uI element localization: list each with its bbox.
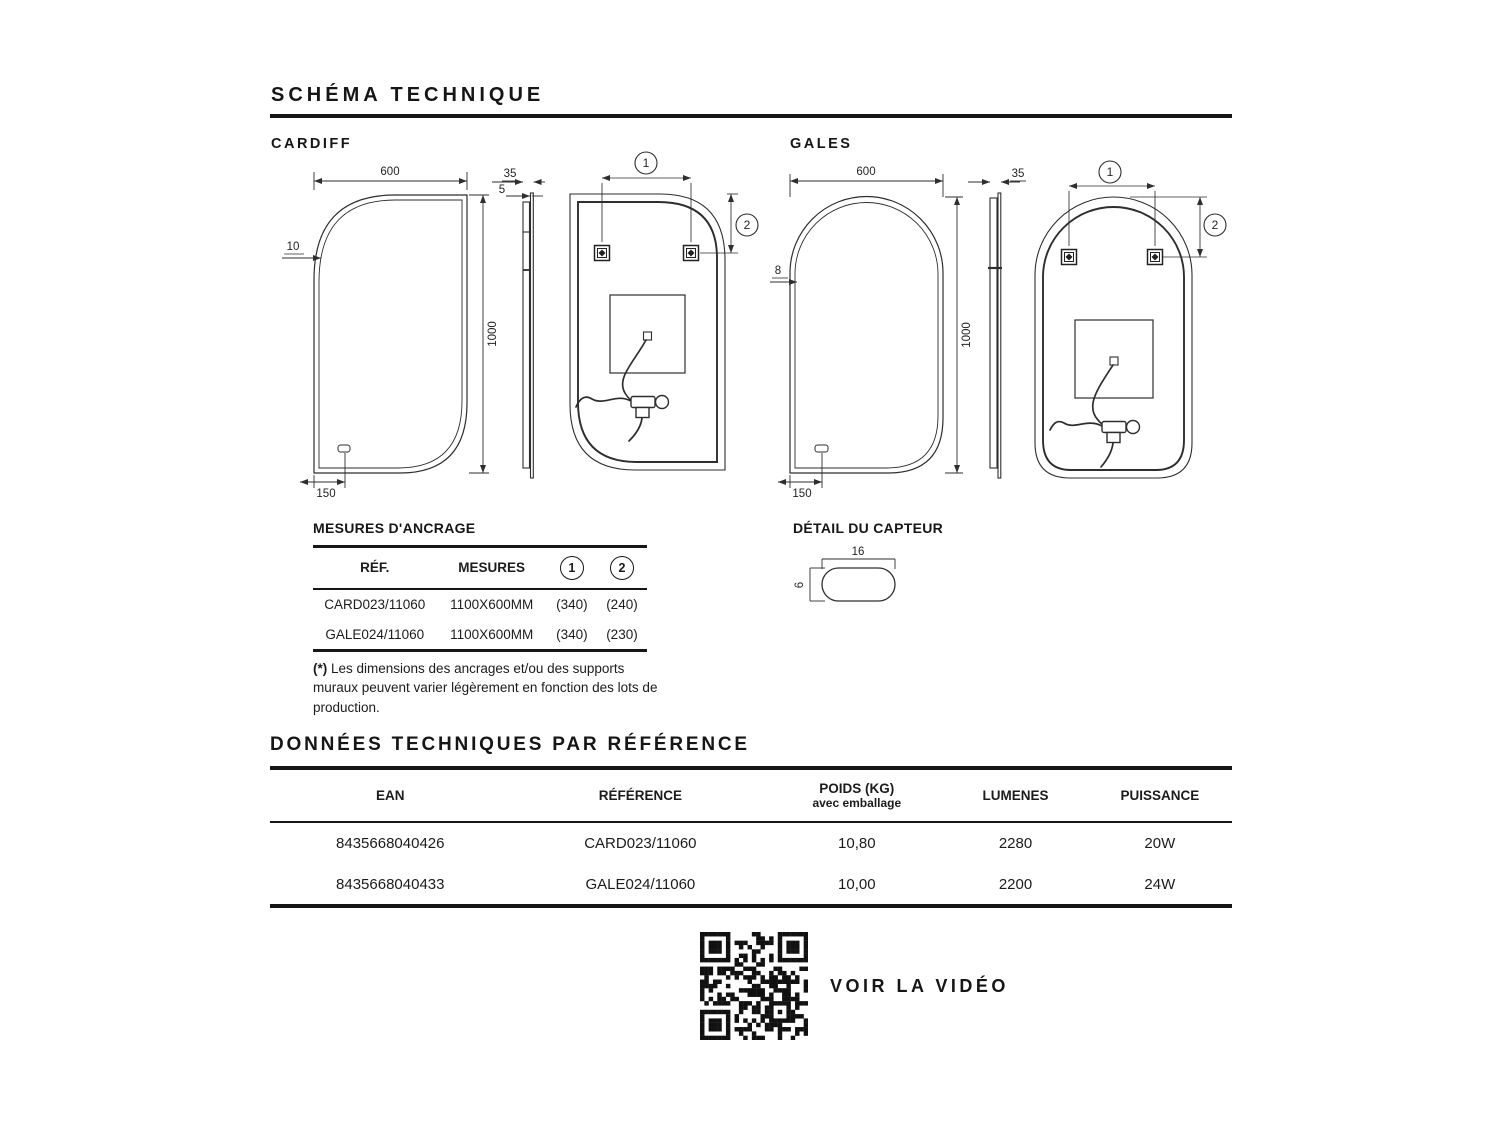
cell-ref: CARD023/11060	[324, 597, 426, 612]
gales-sensor-offset-label: 150	[792, 488, 812, 500]
table-row	[313, 620, 647, 651]
col-mesures: MESURES	[458, 560, 526, 576]
gales-height-label: 1000	[961, 322, 973, 348]
sensor-mark	[815, 445, 828, 452]
cardiff-technical-drawing	[280, 150, 760, 505]
tech-table	[270, 766, 1232, 908]
cell-poids: 10,00	[838, 875, 876, 893]
qr-code	[700, 932, 808, 1040]
cardiff-depth-label: 35	[503, 168, 517, 180]
video-link[interactable]: VOIR LA VIDÉO	[830, 976, 1009, 996]
tech-table-title: DONNÉES TECHNIQUES PAR RÉFÉRENCE	[270, 734, 750, 755]
sensor-mark	[338, 445, 350, 452]
cell-dim2: (230)	[606, 626, 638, 642]
cardiff-section-label: CARDIFF	[271, 136, 353, 152]
gales-section-label: GALES	[790, 136, 853, 152]
circled-number-2: 2	[610, 556, 634, 580]
cardiff-height-label: 1000	[487, 321, 499, 347]
page-title: SCHÉMA TECHNIQUE	[271, 84, 545, 106]
gales-depth-label: 35	[1011, 168, 1025, 180]
cell-lumenes: 2200	[998, 875, 1033, 893]
anchor-table-title: MESURES D'ANCRAGE	[313, 520, 476, 536]
sensor-height-label: 6	[794, 581, 806, 589]
anchor-icon	[595, 246, 610, 261]
cardiff-edge-label: 10	[286, 241, 300, 253]
sensor-detail-drawing	[792, 542, 922, 614]
cardiff-sensor-offset-label: 150	[316, 488, 336, 500]
cell-puissance: 20W	[1144, 835, 1176, 852]
col-ean: EAN	[375, 788, 405, 803]
svg-text:2: 2	[1211, 218, 1219, 232]
svg-text:2: 2	[743, 218, 751, 232]
gales-edge-label: 8	[774, 265, 782, 277]
cardiff-back-view	[570, 152, 758, 470]
cell-ref: GALE024/11060	[325, 626, 425, 642]
gales-back-view	[1035, 161, 1226, 478]
col-ref: RÉF.	[360, 560, 390, 576]
anchor-icon	[1062, 250, 1077, 265]
cell-lumenes: 2280	[998, 835, 1033, 852]
cardiff-front-view	[314, 195, 467, 473]
svg-text:1: 1	[1106, 165, 1114, 179]
sensor-detail-title: DÉTAIL DU CAPTEUR	[793, 520, 944, 536]
col-lumenes: LUMENES	[982, 788, 1049, 803]
col-poids-line2: avec emballage	[812, 796, 902, 810]
anchor-table	[313, 545, 647, 652]
table-row	[270, 864, 1232, 906]
circled-number-1: 1	[560, 556, 584, 580]
gales-technical-drawing	[770, 150, 1240, 505]
svg-text:1: 1	[642, 156, 650, 170]
cell-mesures: 1100X600MM	[450, 626, 534, 642]
col-dim1	[547, 547, 597, 589]
cardiff-anchor-dim-1	[602, 152, 691, 242]
cell-puissance: 24W	[1144, 875, 1176, 893]
cell-ean: 8435668040433	[336, 875, 445, 893]
header-divider	[270, 114, 1232, 118]
col-poids	[770, 768, 943, 822]
tech-table-header-row	[270, 768, 1232, 822]
cell-poids: 10,80	[838, 835, 876, 852]
cardiff-width-label: 600	[380, 166, 400, 178]
cardiff-glass-label: 5	[498, 184, 506, 196]
cell-reference: CARD023/11060	[584, 835, 697, 852]
gales-side-view	[968, 168, 1026, 478]
table-row	[270, 822, 1232, 864]
footnote-asterisk: (*)	[313, 661, 328, 676]
table-row	[313, 589, 647, 620]
power-cable	[576, 332, 652, 441]
col-reference: RÉFÉRENCE	[598, 788, 682, 803]
junction-box	[610, 295, 685, 373]
cardiff-side-view	[492, 168, 545, 478]
cell-mesures: 1100X600MM	[450, 597, 534, 612]
cell-dim1: (340)	[556, 626, 588, 642]
cell-dim1: (340)	[556, 597, 588, 612]
junction-box	[1075, 320, 1153, 398]
cell-dim2: (240)	[606, 597, 638, 612]
gales-width-label: 600	[856, 166, 876, 178]
footnote-text: Les dimensions des ancrages et/ou des supports muraux peuvent varier légèrement en fonction des lots de production.	[313, 661, 658, 715]
sensor-width-label: 16	[851, 546, 865, 558]
anchor-icon	[1148, 250, 1163, 265]
anchor-table-header-row	[313, 547, 647, 589]
sensor-shape	[822, 568, 895, 601]
cell-ean: 8435668040426	[336, 835, 445, 852]
col-poids-line1: POIDS (KG)	[819, 781, 895, 796]
cable-connector	[631, 396, 669, 418]
cable-connector	[1102, 421, 1140, 443]
anchor-icon	[684, 246, 699, 261]
power-cable	[1050, 357, 1118, 467]
col-puissance: PUISSANCE	[1120, 788, 1200, 803]
gales-front-view	[790, 197, 943, 474]
col-dim2	[597, 547, 647, 589]
cell-reference: GALE024/11060	[585, 875, 696, 893]
anchor-table-footnote	[313, 659, 665, 717]
